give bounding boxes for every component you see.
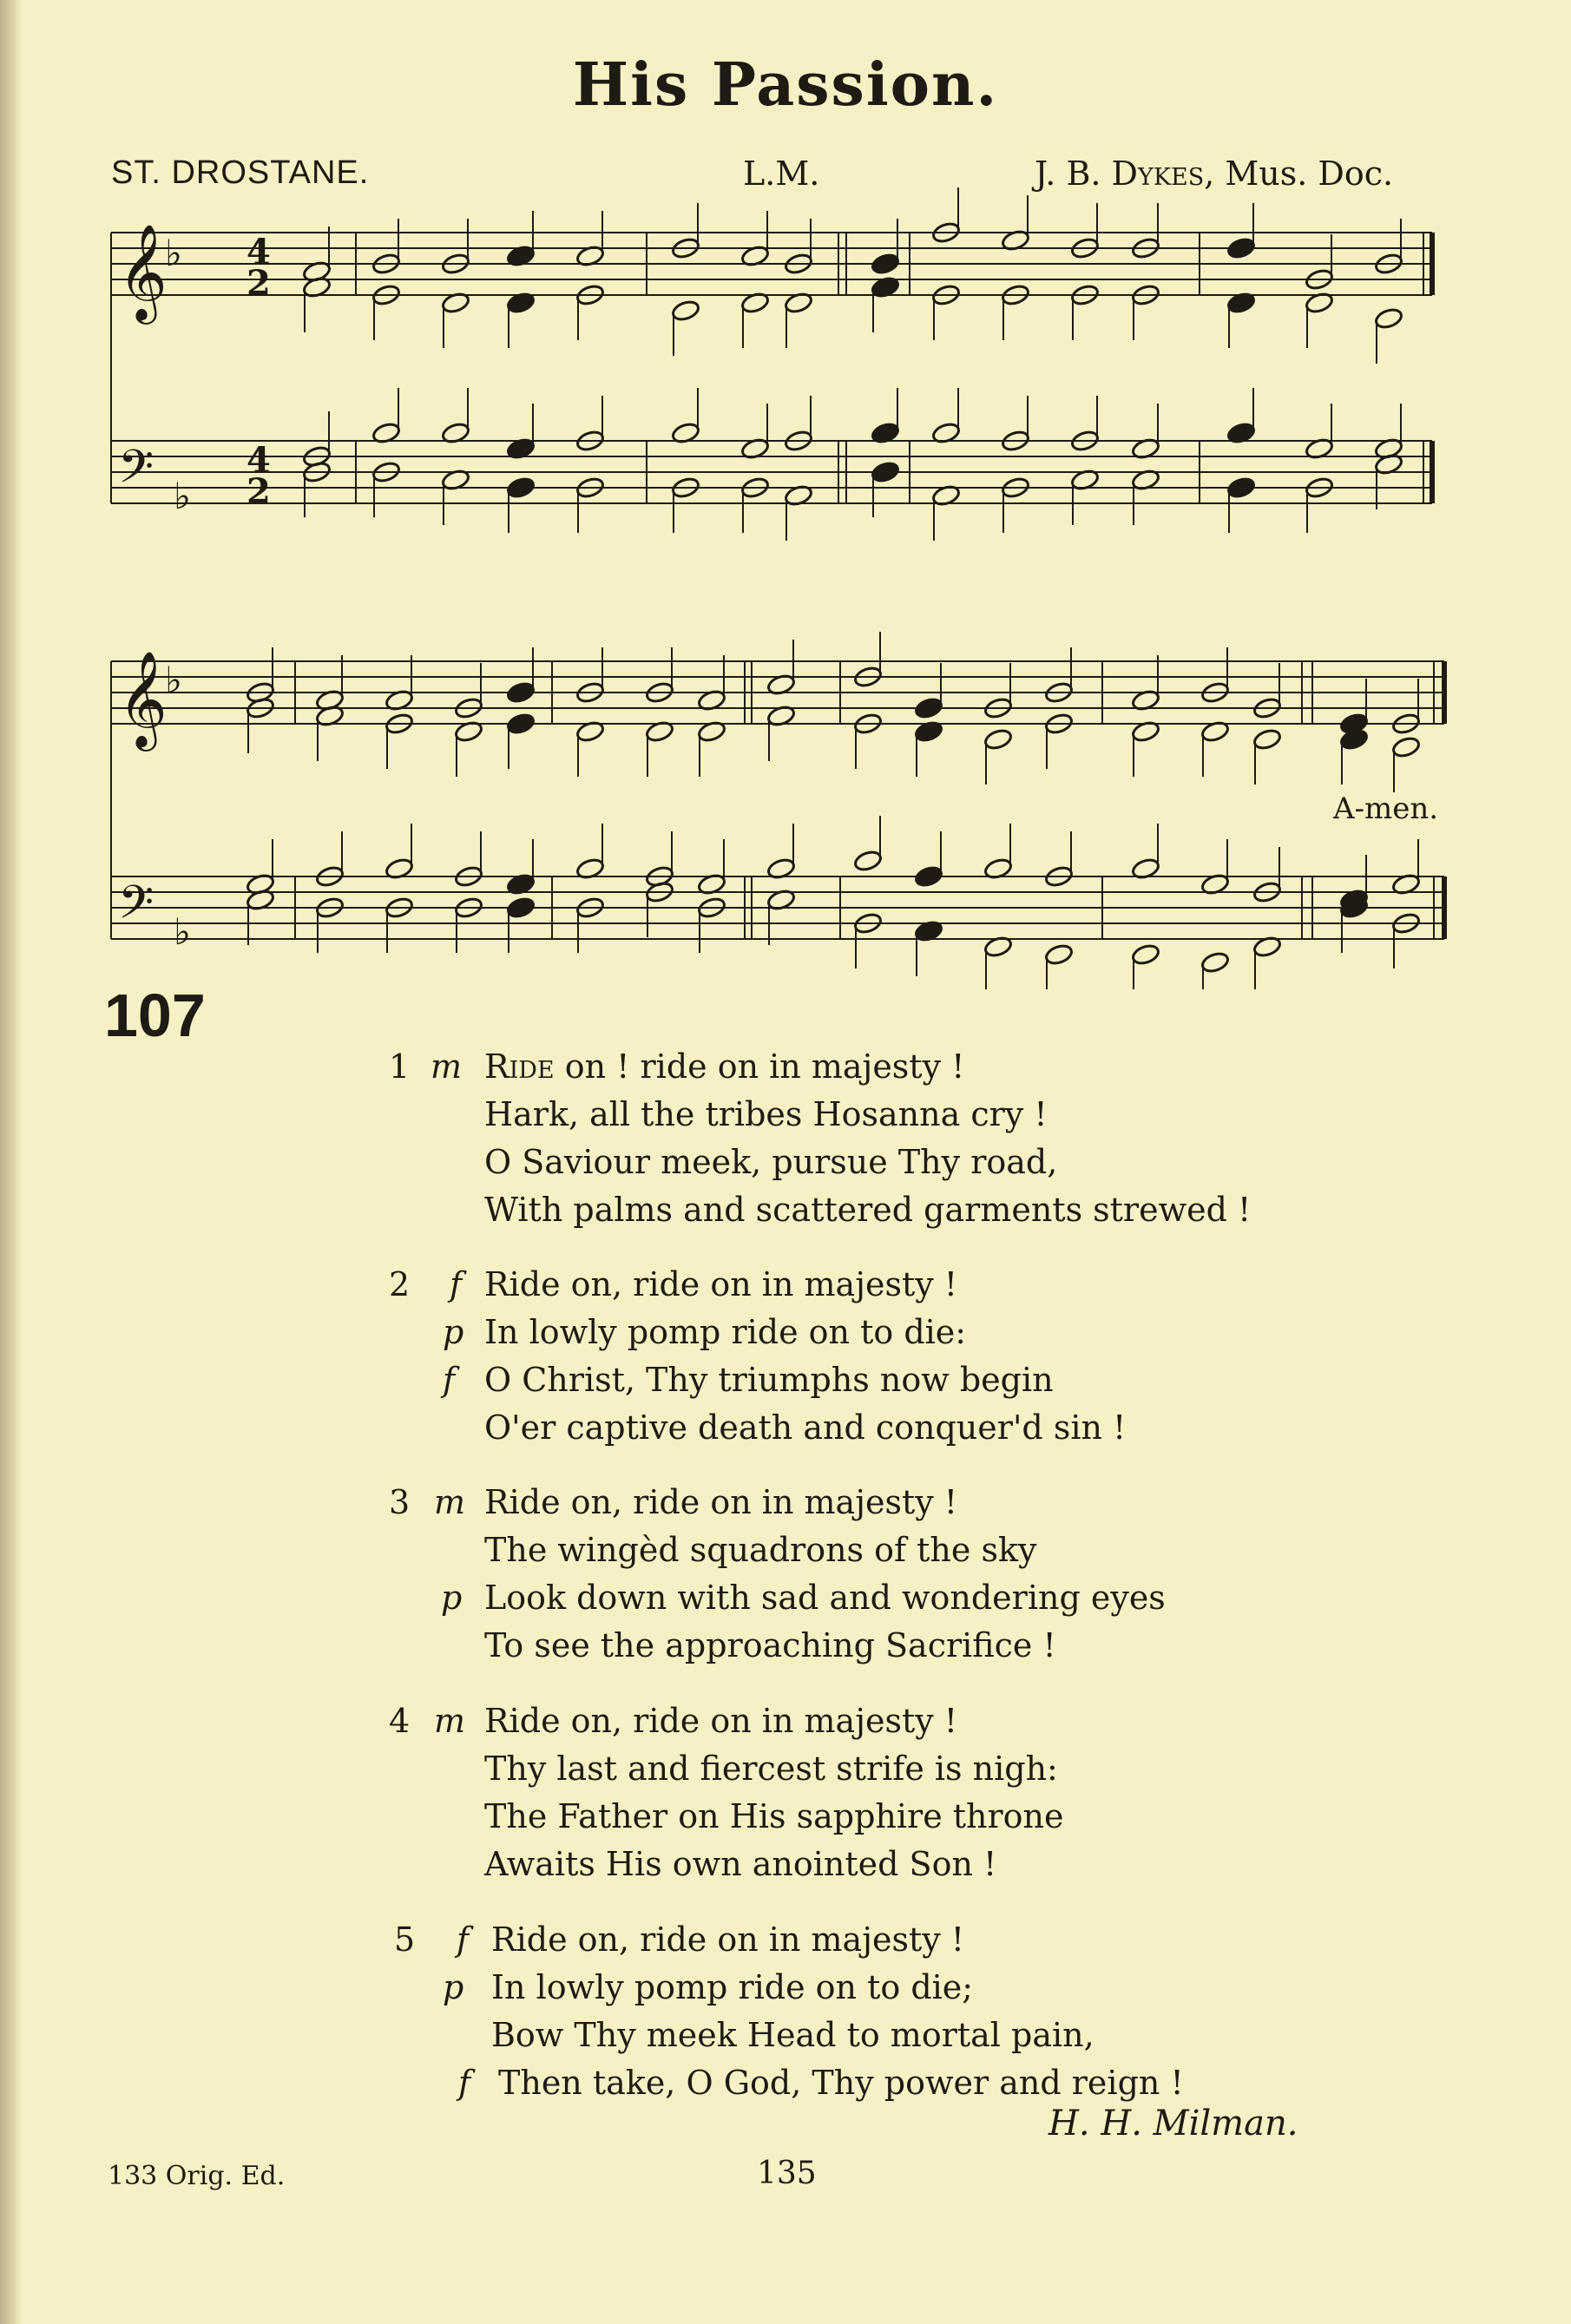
- dynamic-marking: m: [434, 1483, 466, 1521]
- verse-line: Awaits His own anointed Son !: [484, 1845, 997, 1883]
- verse-line: O'er captive death and conquer'd sin !: [484, 1408, 1127, 1447]
- verse-line: O Saviour meek, pursue Thy road,: [484, 1143, 1058, 1181]
- verse-line: Ride on, ride on in majesty !: [491, 1920, 965, 1959]
- note-head: [506, 476, 536, 499]
- dynamic-marking: m: [431, 1047, 463, 1086]
- verse-number: 4: [389, 1702, 411, 1740]
- system-1-barlines: [111, 233, 1432, 503]
- verse-line: [484, 1043, 964, 1091]
- dynamic-marking: p: [443, 1313, 464, 1351]
- note-head: [1226, 476, 1256, 499]
- note-head: [506, 896, 536, 919]
- time-signature-top: 4: [246, 440, 271, 481]
- verse-number: 1: [389, 1047, 411, 1086]
- verse-line: Ride on, ride on in majesty !: [484, 1483, 958, 1521]
- verse-number: 5: [394, 1920, 416, 1959]
- dynamic-marking: f: [450, 1265, 463, 1303]
- composer-name: Dykes: [1111, 154, 1205, 193]
- flat-key-signature-icon: ♭: [174, 910, 191, 953]
- verse-line: Ride on, ride on in majesty !: [484, 1265, 958, 1303]
- composer-suffix: , Mus. Doc.: [1204, 154, 1394, 193]
- note-head: [871, 460, 900, 483]
- verse-line: Bow Thy meek Head to mortal pain,: [491, 2016, 1094, 2054]
- page-number: 135: [757, 2156, 817, 2191]
- tune-meter: L.M.: [743, 154, 820, 193]
- bass-clef-icon: 𝄢: [118, 441, 154, 505]
- hymn-score: [0, 0, 1571, 989]
- time-signature-top: 4: [246, 232, 271, 272]
- note-head: [1200, 950, 1230, 974]
- dynamic-marking: p: [441, 1579, 463, 1617]
- dynamic-marking: f: [458, 2064, 471, 2102]
- composer-initials: J. B.: [1035, 154, 1112, 193]
- verse-line: Thy last and fiercest strife is nigh:: [484, 1750, 1058, 1788]
- note-head: [871, 252, 900, 275]
- note-head: [1131, 942, 1160, 966]
- verse-line: To see the approaching Sacrifice !: [484, 1626, 1056, 1664]
- verse-number: 2: [389, 1265, 411, 1303]
- note-head: [1374, 306, 1403, 330]
- note-head: [914, 696, 943, 719]
- flat-key-signature-icon: ♭: [174, 475, 191, 517]
- verse-line: In lowly pomp ride on to die:: [484, 1313, 967, 1351]
- note-head: [853, 849, 883, 872]
- dynamic-marking: f: [443, 1361, 456, 1399]
- dynamic-marking: f: [457, 1920, 470, 1959]
- time-signature-bottom: 2: [246, 471, 271, 512]
- note-head: [1391, 735, 1421, 758]
- flat-key-signature-icon: ♭: [165, 659, 182, 701]
- treble-clef-icon: 𝄞: [118, 223, 168, 320]
- bass-clef-icon: 𝄢: [118, 876, 154, 941]
- music-notes: [246, 187, 1421, 989]
- verse-line: The wingèd squadrons of the sky: [484, 1531, 1037, 1569]
- system-2-barlines: [111, 661, 1444, 939]
- hymn-author: H. H. Milman.: [1048, 2104, 1298, 2143]
- verse-line: O Christ, Thy triumphs now begin: [484, 1361, 1054, 1399]
- note-head: [1252, 727, 1282, 751]
- edition-note: 133 Orig. Ed.: [108, 2161, 286, 2191]
- tune-name: ST. DROSTANE.: [111, 154, 370, 191]
- time-signature-bottom: 2: [246, 263, 271, 304]
- note-head: [983, 727, 1013, 751]
- note-head: [1044, 942, 1074, 966]
- treble-clef-icon: 𝄞: [118, 650, 168, 747]
- note-head: [506, 712, 536, 735]
- verse-line: In lowly pomp ride on to die;: [491, 1968, 974, 2006]
- verse-line: Then take, O God, Thy power and reign !: [498, 2064, 1184, 2102]
- verse-line-text: on ! ride on in majesty !: [554, 1047, 965, 1086]
- verse-line: Look down with sad and wondering eyes: [484, 1579, 1166, 1617]
- verse-line: Ride on, ride on in majesty !: [484, 1702, 958, 1740]
- note-head: [1226, 236, 1256, 259]
- amen-label: A-men.: [1333, 791, 1439, 826]
- note-head: [671, 299, 700, 322]
- verse-line: Hark, all the tribes Hosanna cry !: [484, 1095, 1048, 1133]
- note-head: [506, 680, 536, 704]
- dynamic-marking: m: [434, 1702, 466, 1740]
- verse-line: The Father on His sapphire throne: [484, 1797, 1064, 1835]
- verse-line: With palms and scattered garments strewed !: [484, 1191, 1252, 1229]
- flat-key-signature-icon: ♭: [165, 232, 182, 274]
- hymn-number: 107: [104, 981, 206, 1049]
- dynamic-marking: p: [443, 1968, 464, 2006]
- verse-number: 3: [389, 1483, 411, 1521]
- verse-first-word: Ride: [484, 1047, 555, 1086]
- page-title: His Passion.: [572, 50, 999, 120]
- note-head: [914, 864, 943, 888]
